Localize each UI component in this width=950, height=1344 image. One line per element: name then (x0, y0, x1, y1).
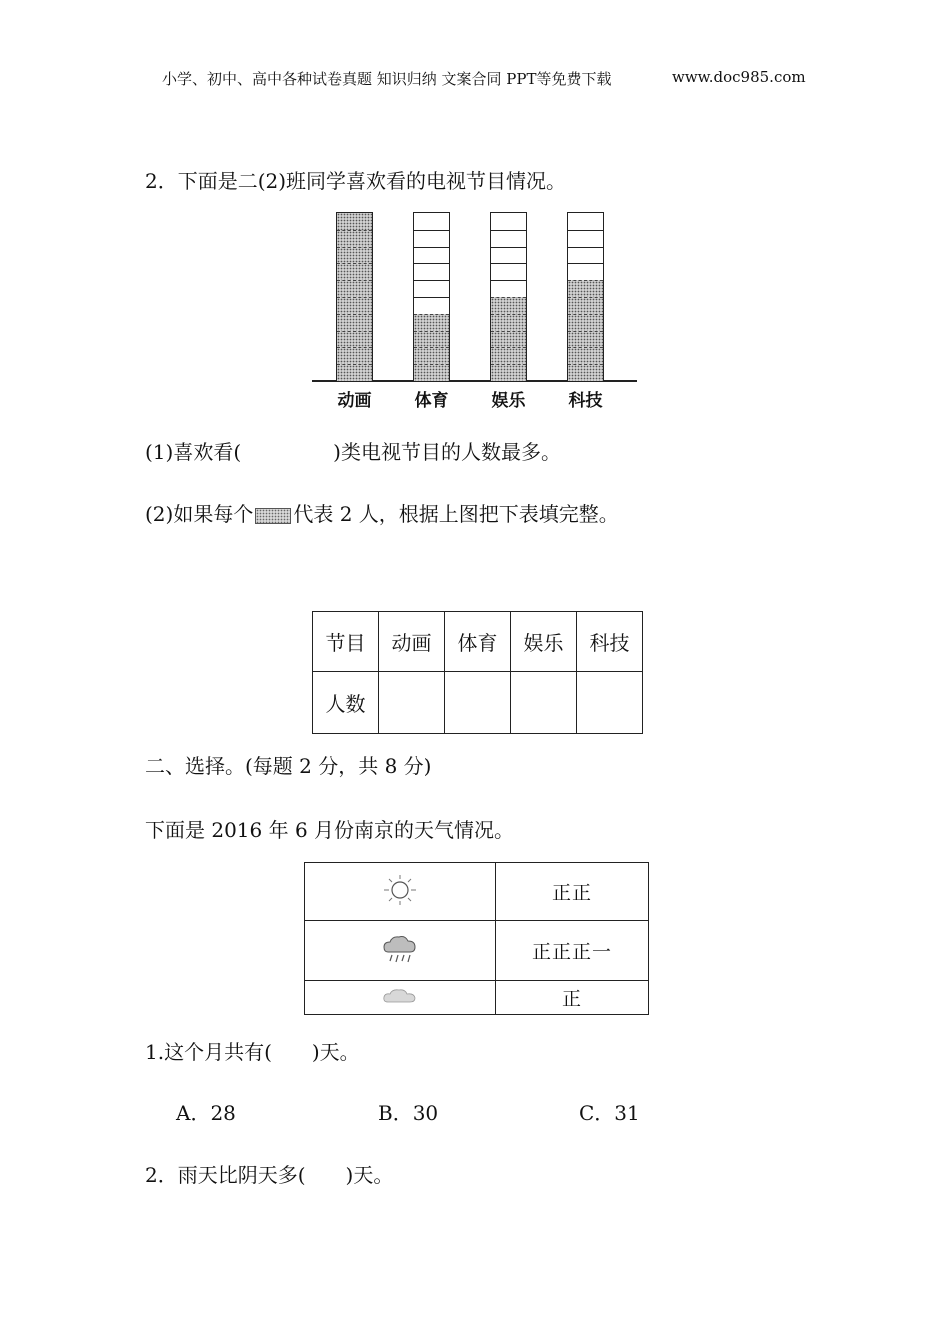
table-cell: 科技 (577, 612, 643, 672)
weather-icon-cell (305, 981, 496, 1015)
bar-cell (337, 263, 372, 280)
bar-cell (414, 347, 449, 364)
bar-cell (491, 247, 526, 264)
bar-cell (568, 230, 603, 247)
question-2-2 (145, 498, 619, 527)
bar-3 (490, 212, 527, 380)
answer-cell-science[interactable] (577, 672, 643, 734)
category-label: 体育 (414, 391, 449, 411)
bar-cell (568, 364, 603, 381)
bar-cell (568, 280, 603, 297)
bar-cell (337, 364, 372, 381)
bar-2 (413, 212, 450, 380)
bar-cell (568, 213, 603, 230)
header-url: www.doc985.com (672, 68, 806, 86)
fill-in-table (312, 611, 643, 734)
bar-cell (568, 263, 603, 280)
tally-cloudy: 正 (496, 981, 649, 1015)
bar-cell (568, 347, 603, 364)
choice-2-stem: 2．雨天比阴天多( )天。 (145, 1163, 394, 1187)
bar-cell (491, 347, 526, 364)
table-cell: 动画 (379, 612, 445, 672)
bar-cell (568, 314, 603, 331)
answer-cell-animation[interactable] (379, 672, 445, 734)
bar-cell (491, 280, 526, 297)
bar-cell (414, 331, 449, 348)
bar-cell (568, 297, 603, 314)
bar-cell (491, 263, 526, 280)
bar-cell (337, 280, 372, 297)
bar-cell (491, 314, 526, 331)
bar-cell (414, 314, 449, 331)
bar-cell (414, 263, 449, 280)
bar-cell (414, 297, 449, 314)
sub2-text-pre: (2)如果每个 (145, 502, 254, 526)
bar-cell (491, 230, 526, 247)
choice-1-stem: 1.这个月共有( )天。 (145, 1040, 360, 1064)
section-2-title: 二、选择。(每题 2 分，共 8 分) (145, 754, 432, 778)
bar-cell (337, 230, 372, 247)
category-label: 科技 (568, 391, 603, 411)
question-2-1 (145, 436, 561, 465)
table-cell: 人数 (313, 672, 379, 734)
cloud-icon (380, 987, 420, 1005)
category-label: 娱乐 (491, 391, 526, 411)
bar-cell (337, 297, 372, 314)
sun-icon (380, 874, 420, 906)
table-cell: 娱乐 (511, 612, 577, 672)
tv-program-bar-chart (312, 210, 637, 410)
answer-cell-entertainment[interactable] (511, 672, 577, 734)
sub1-text-pre: (1)喜欢看( (145, 440, 242, 464)
shaded-square-icon (255, 508, 291, 524)
bar-cell (414, 247, 449, 264)
bar-cell (414, 364, 449, 381)
tally-rainy: 正正正一 (496, 921, 649, 981)
choice-1-option-b[interactable]: B．30 (378, 1101, 439, 1125)
weather-icon-cell (305, 921, 496, 981)
bar-cell (337, 247, 372, 264)
weather-table (304, 862, 649, 1015)
bar-cell (414, 280, 449, 297)
category-label: 动画 (337, 391, 372, 411)
bar-cell (491, 364, 526, 381)
rain-icon (380, 932, 420, 966)
sub2-text-post: 代表 2 人，根据上图把下表填完整。 (293, 502, 619, 526)
bar-cell (491, 331, 526, 348)
table-cell: 体育 (445, 612, 511, 672)
bar-4 (567, 212, 604, 380)
bar-cell (491, 297, 526, 314)
bar-1 (336, 212, 373, 380)
sub1-text-post: )类电视节目的人数最多。 (333, 440, 561, 464)
bar-cell (414, 230, 449, 247)
table-cell: 节目 (313, 612, 379, 672)
choice-1-option-a[interactable]: A．28 (176, 1101, 236, 1125)
bar-cell (568, 247, 603, 264)
question-2-title: 2．下面是二(2)班同学喜欢看的电视节目情况。 (145, 169, 567, 193)
bar-cell (337, 331, 372, 348)
header-banner: 小学、初中、高中各种试卷真题 知识归纳 文案合同 PPT等免费下载 (162, 70, 612, 88)
bar-cell (337, 347, 372, 364)
bar-cell (337, 314, 372, 331)
section-2-intro: 下面是 2016 年 6 月份南京的天气情况。 (145, 818, 515, 842)
weather-icon-cell (305, 863, 496, 921)
choice-1-option-c[interactable]: C．31 (579, 1101, 640, 1125)
bar-cell (337, 213, 372, 230)
answer-cell-sports[interactable] (445, 672, 511, 734)
tally-sunny: 正正 (496, 863, 649, 921)
bar-cell (414, 213, 449, 230)
bar-cell (568, 331, 603, 348)
bar-cell (491, 213, 526, 230)
